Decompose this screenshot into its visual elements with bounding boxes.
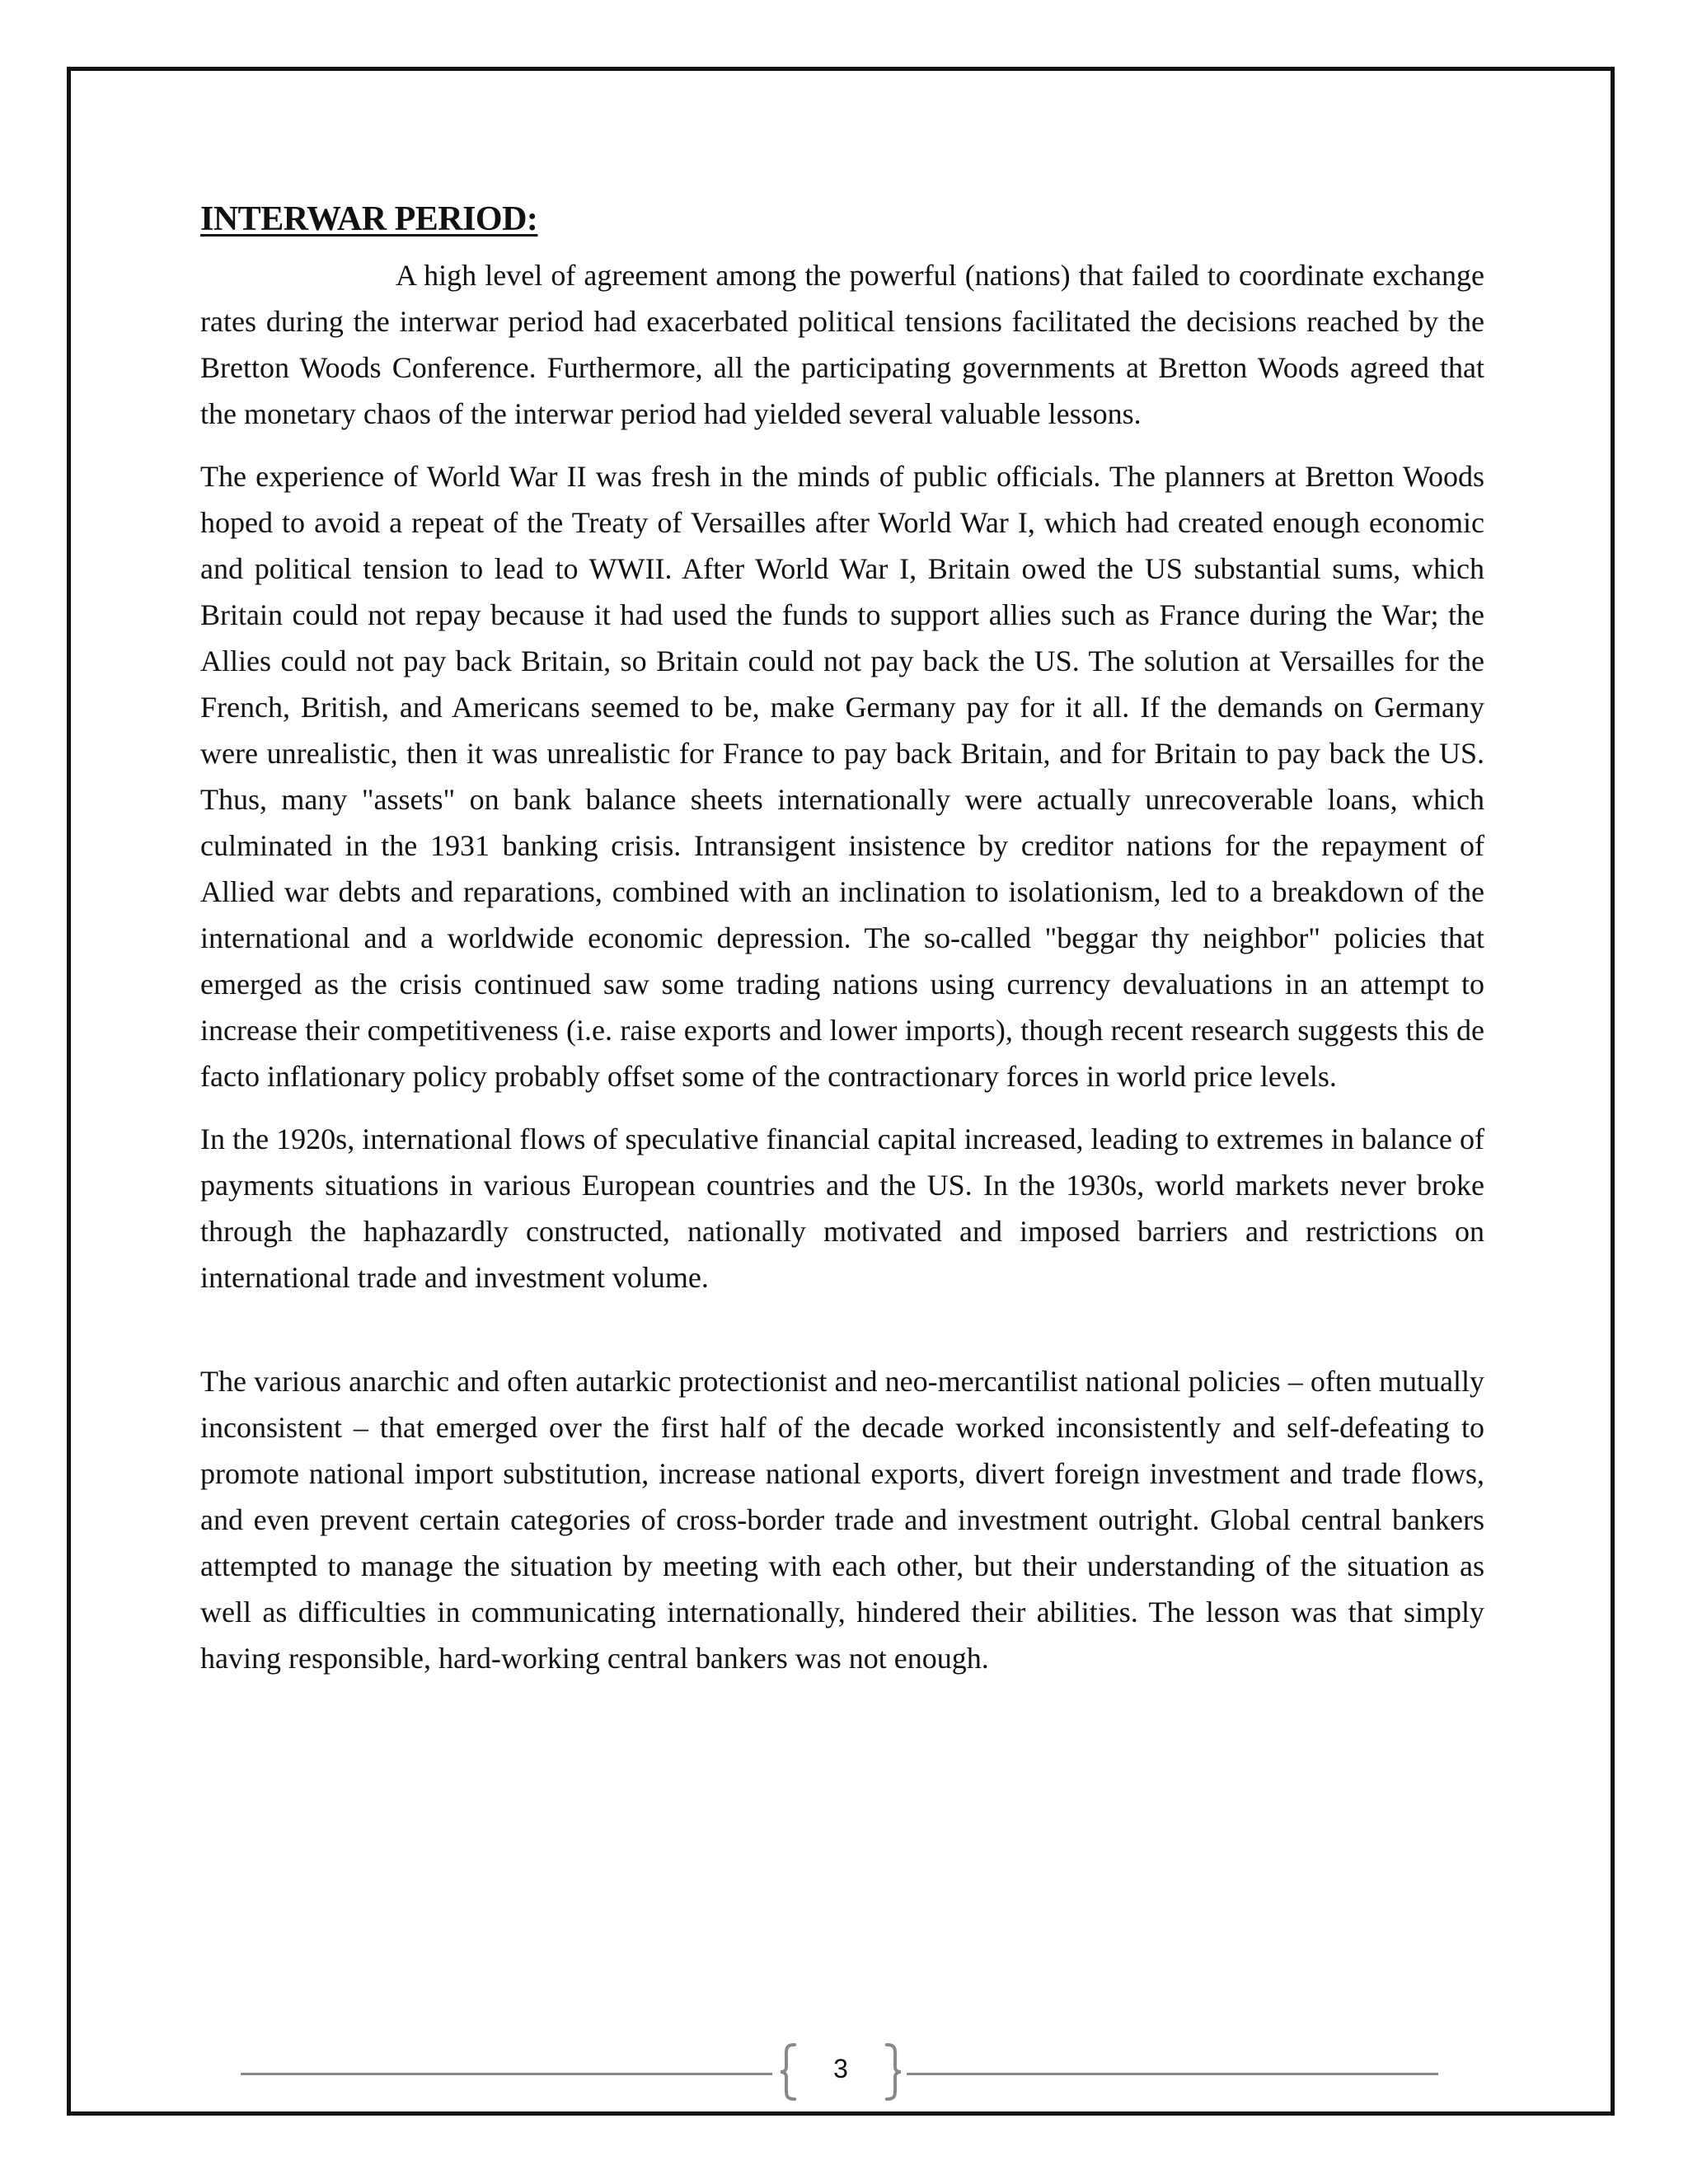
paragraph-4: The various anarchic and often autarkic protectionist and neo-mercantilist national policies – often mutually inconsistent – that emerged over the first half of the decade worked inconsistently and self-defeating to promote national import substitution, increase national exports, divert foreign investment and trade flows, and even prevent certain categories of cross-border trade and investment outright. Global central bankers attempted to manage the situation by meeting with each other, but their understanding of the situation as well as difficulties in communicating internationally, hindered their abilities. The lesson was that simply having responsible, hard-working central bankers was not enough. [200,1365,1484,1675]
page-number: 3 [833,2054,848,2083]
paragraph-1: A high level of agreement among the powerful (nations) that failed to coordinate exchange rates during the interwar period had exacerbated political tensions facilitated the decisions reached by the Bretton Woods Conference. Furthermore, all the participating governments at Bretton Woods agreed that the monetary chaos of the interwar period had yielded several valuable lessons. [200,259,1484,430]
left-brace-icon [778,2042,798,2102]
document-body [200,198,1484,1698]
paragraph-2: The experience of World War II was fresh in the minds of public officials. The planners at Bretton Woods hoped to avoid a repeat of the Treaty of Versailles after World War I, which had created enough economic and political tension to lead to WWII. After World War I, Britain owed the US substantial sums, which Britain could not repay because it had used the funds to support allies such as France during the War; the Allies could not pay back Britain, so Britain could not pay back the US. The solution at Versailles for the French, British, and Americans seemed to be, make Germany pay for it all. If the demands on Germany were unrealistic, then it was unrealistic for France to pay back Britain, and for Britain to pay back the US. Thus, many "assets" on bank balance sheets internationally were actually unrecoverable loans, which culminated in the 1931 banking crisis. Intransigent insistence by creditor nations for the repayment of Allied war debts and reparations, combined with an inclination to isolationism, led to a breakdown of the international and a worldwide economic depression. The so-called "beggar thy neighbor" policies that emerged as the crisis continued saw some trading nations using currency devaluations in an attempt to increase their competitiveness (i.e. raise exports and lower imports), though recent research suggests this de facto inflationary policy probably offset some of the contractionary forces in world price levels. [200,460,1484,1093]
section-heading: INTERWAR PERIOD: [200,200,538,238]
page-footer [241,2042,1438,2102]
paragraph-3: In the 1920s, international flows of speculative financial capital increased, leading to extremes in balance of payments situations in various European countries and the US. In the 1930s, world markets never broke through the haphazardly constructed, nationally motivated and imposed barriers and restrictions on international trade and investment volume. [200,1122,1484,1294]
footer-rule-left [241,2073,772,2075]
right-brace-icon [884,2042,903,2102]
footer-rule-right [907,2073,1438,2075]
